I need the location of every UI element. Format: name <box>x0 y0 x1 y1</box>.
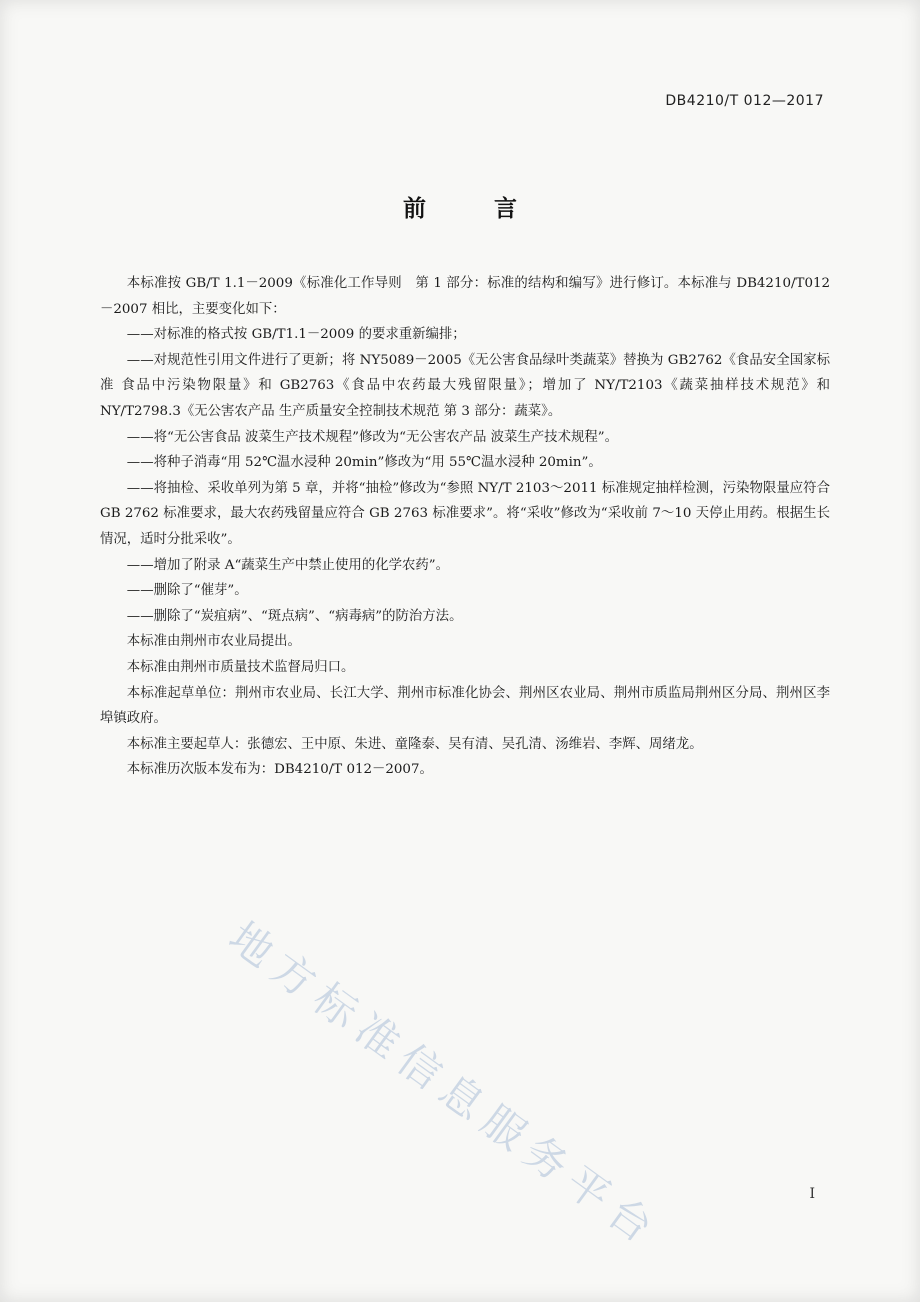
paragraph-change-seed-disinfection: ——将种子消毒“用 52℃温水浸种 20min”修改为“用 55℃温水浸种 20min”。 <box>126 455 602 471</box>
paragraph-change-appendix: ——增加了附录 A“蔬菜生产中禁止使用的化学农药”。 <box>126 557 450 573</box>
paragraph-change-remove-diseases: ——删除了“炭疽病”、“斑点病”、“病毒病”的防治方法。 <box>126 608 463 624</box>
document-code: DB4210/T 012—2017 <box>665 93 824 109</box>
paragraph-administrator: 本标准由荆州市质量技术监督局归口。 <box>126 659 355 675</box>
paragraph-drafting-units: 本标准起草单位：荆州市农业局、长江大学、荆州市标准化协会、荆州区农业局、荆州市质监局荆州区分局、荆州区李埠镇政府。 <box>100 685 830 727</box>
page-number: I <box>809 1186 815 1202</box>
watermark: 地方标准信息服务平台 <box>220 912 670 1258</box>
paragraph-change-sampling-harvest: ——将抽检、采收单列为第 5 章，并将“抽检”修改为“参照 NY/T 2103～2011 标准规定抽样检测，污染物限量应符合 GB 2762 标准要求，最大农药残留量应符合 GB 2763 标准要求”。将“采收”修改为“采收前 7～10 天停止用药。根据生长情况，适时分批采收”。 <box>100 480 830 547</box>
paragraph-change-format: ——对标准的格式按 GB/T1.1－2009 的要求重新编排； <box>126 327 466 343</box>
preface-body <box>100 271 830 783</box>
paragraph-change-title: ——将“无公害食品 波菜生产技术规程”修改为“无公害农产品 波菜生产技术规程”。 <box>126 429 618 445</box>
paragraph-change-remove-germination: ——删除了“催芽”。 <box>126 583 248 599</box>
paragraph-version-history: 本标准历次版本发布为：DB4210/T 012－2007。 <box>126 762 433 778</box>
paragraph-proposer: 本标准由荆州市农业局提出。 <box>126 634 301 650</box>
paragraph-change-references: ——对规范性引用文件进行了更新；将 NY5089－2005《无公害食品绿叶类蔬菜》替换为 GB2762《食品安全国家标准 食品中污染物限量》和 GB2763《食品中农药最大残留限量》；增加了 NY/T2103《蔬菜抽样技术规范》和 NY/T2798.3《无公害农产品 生产质量安全控制技术规范 第 3 部分：蔬菜》。 <box>100 352 830 419</box>
paragraph-drafters: 本标准主要起草人：张德宏、王中原、朱进、童隆泰、吴有清、吴孔清、汤维岩、李辉、周绪龙。 <box>126 736 703 752</box>
paragraph-intro: 本标准按 GB/T 1.1－2009《标准化工作导则 第 1 部分：标准的结构和编写》进行修订。本标准与 DB4210/T012－2007 相比，主要变化如下： <box>100 276 830 317</box>
page-title: 前 言 <box>402 196 547 222</box>
